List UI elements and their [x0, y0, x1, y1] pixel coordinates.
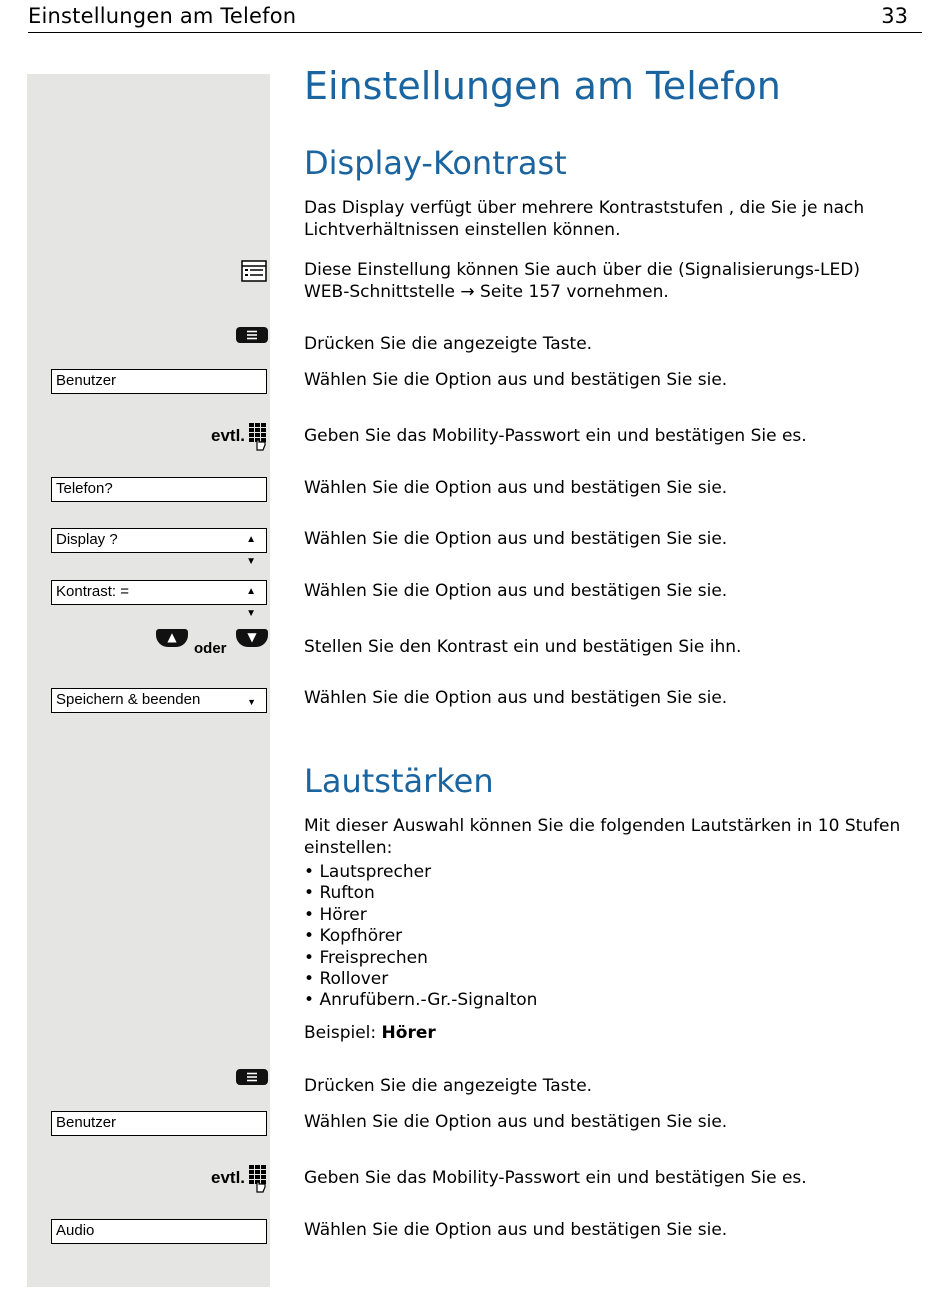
menu-option-benutzer[interactable]: Benutzer: [51, 369, 267, 394]
step-text: Geben Sie das Mobility-Passwort ein und bestätigen Sie es.: [304, 1168, 807, 1188]
page-number: 33: [881, 4, 908, 28]
list-item: • Lautsprecher: [304, 862, 537, 883]
menu-option-display[interactable]: [51, 528, 267, 567]
intro-line: Das Display verfügt über mehrere Kontraststufen , die Sie je nach: [304, 198, 865, 218]
evtl-label: evtl.: [211, 426, 246, 445]
arrow-right-icon: →: [460, 282, 475, 302]
list-item: • Rollover: [304, 969, 537, 990]
list-item: • Kopfhörer: [304, 926, 537, 947]
step-text: Stellen Sie den Kontrast ein und bestätigen Sie ihn.: [304, 637, 742, 657]
web-note-line: [304, 281, 860, 303]
section-heading-display-kontrast: Display-Kontrast: [304, 144, 567, 182]
step-text: Drücken Sie die angezeigte Taste.: [304, 334, 593, 354]
sidebar-panel: [27, 74, 270, 1287]
arrow-up-key-icon: ▲: [156, 629, 188, 647]
intro-line: Lichtverhältnissen einstellen können.: [304, 220, 621, 240]
section-intro: [304, 815, 900, 859]
section-heading-lautstaerken: Lautstärken: [304, 762, 494, 800]
step-text: Wählen Sie die Option aus und bestätigen Sie sie.: [304, 370, 728, 390]
step-text: Wählen Sie die Option aus und bestätigen Sie sie.: [304, 478, 728, 498]
step-text: Wählen Sie die Option aus und bestätigen Sie sie.: [304, 1220, 728, 1240]
step-text: Geben Sie das Mobility-Passwort ein und bestätigen Sie es.: [304, 426, 807, 446]
list-item: • Rufton: [304, 883, 537, 904]
web-note-line: Diese Einstellung können Sie auch über die (Signalisierungs-LED): [304, 260, 860, 280]
oder-label: oder: [194, 640, 227, 657]
evtl-label: evtl.: [211, 1168, 246, 1187]
list-item: • Hörer: [304, 905, 537, 926]
menu-option-kontrast[interactable]: [51, 580, 267, 619]
example-line: [304, 1022, 436, 1044]
menu-key-icon: [236, 1069, 268, 1085]
intro-line: einstellen:: [304, 838, 393, 858]
web-interface-icon: [241, 260, 267, 286]
volume-list: [304, 862, 537, 1012]
scroll-updown-icon: ▲ ▼: [246, 586, 256, 619]
step-text: Wählen Sie die Option aus und bestätigen Sie sie.: [304, 1112, 728, 1132]
menu-option-label: Speichern & beenden: [56, 691, 201, 708]
chevron-down-icon: ▼: [247, 697, 256, 707]
page-reference-link[interactable]: Seite 157 vornehmen.: [480, 282, 669, 302]
list-item: • Anrufübern.-Gr.-Signalton: [304, 990, 537, 1011]
step-text: Wählen Sie die Option aus und bestätigen Sie sie.: [304, 529, 728, 549]
web-note-text: WEB-Schnittstelle: [304, 282, 455, 302]
menu-key-icon: [236, 327, 268, 343]
running-header: Einstellungen am Telefon: [28, 4, 297, 28]
header-rule: [28, 32, 922, 33]
intro-line: Mit dieser Auswahl können Sie die folgenden Lautstärken in 10 Stufen: [304, 816, 901, 836]
menu-option-telefon[interactable]: Telefon?: [51, 477, 267, 502]
arrow-down-key-icon: ▼: [236, 629, 268, 647]
page-title: Einstellungen am Telefon: [304, 64, 781, 108]
step-text: Wählen Sie die Option aus und bestätigen Sie sie.: [304, 688, 728, 708]
menu-option-audio[interactable]: Audio: [51, 1219, 267, 1244]
section-intro: [304, 197, 864, 241]
menu-option-speichern-beenden[interactable]: [51, 688, 267, 713]
menu-option-benutzer[interactable]: Benutzer: [51, 1111, 267, 1136]
menu-option-label: Display ?: [56, 531, 118, 548]
list-item: • Freisprechen: [304, 948, 537, 969]
keypad-icon: [248, 422, 268, 456]
step-text: Drücken Sie die angezeigte Taste.: [304, 1076, 593, 1096]
keypad-icon: [248, 1164, 268, 1198]
menu-option-label: Kontrast: =: [56, 583, 129, 600]
example-value: Hörer: [381, 1023, 436, 1043]
web-note: [304, 259, 860, 303]
scroll-updown-icon: ▲ ▼: [246, 534, 256, 567]
example-label: Beispiel:: [304, 1023, 382, 1043]
step-text: Wählen Sie die Option aus und bestätigen Sie sie.: [304, 581, 728, 601]
